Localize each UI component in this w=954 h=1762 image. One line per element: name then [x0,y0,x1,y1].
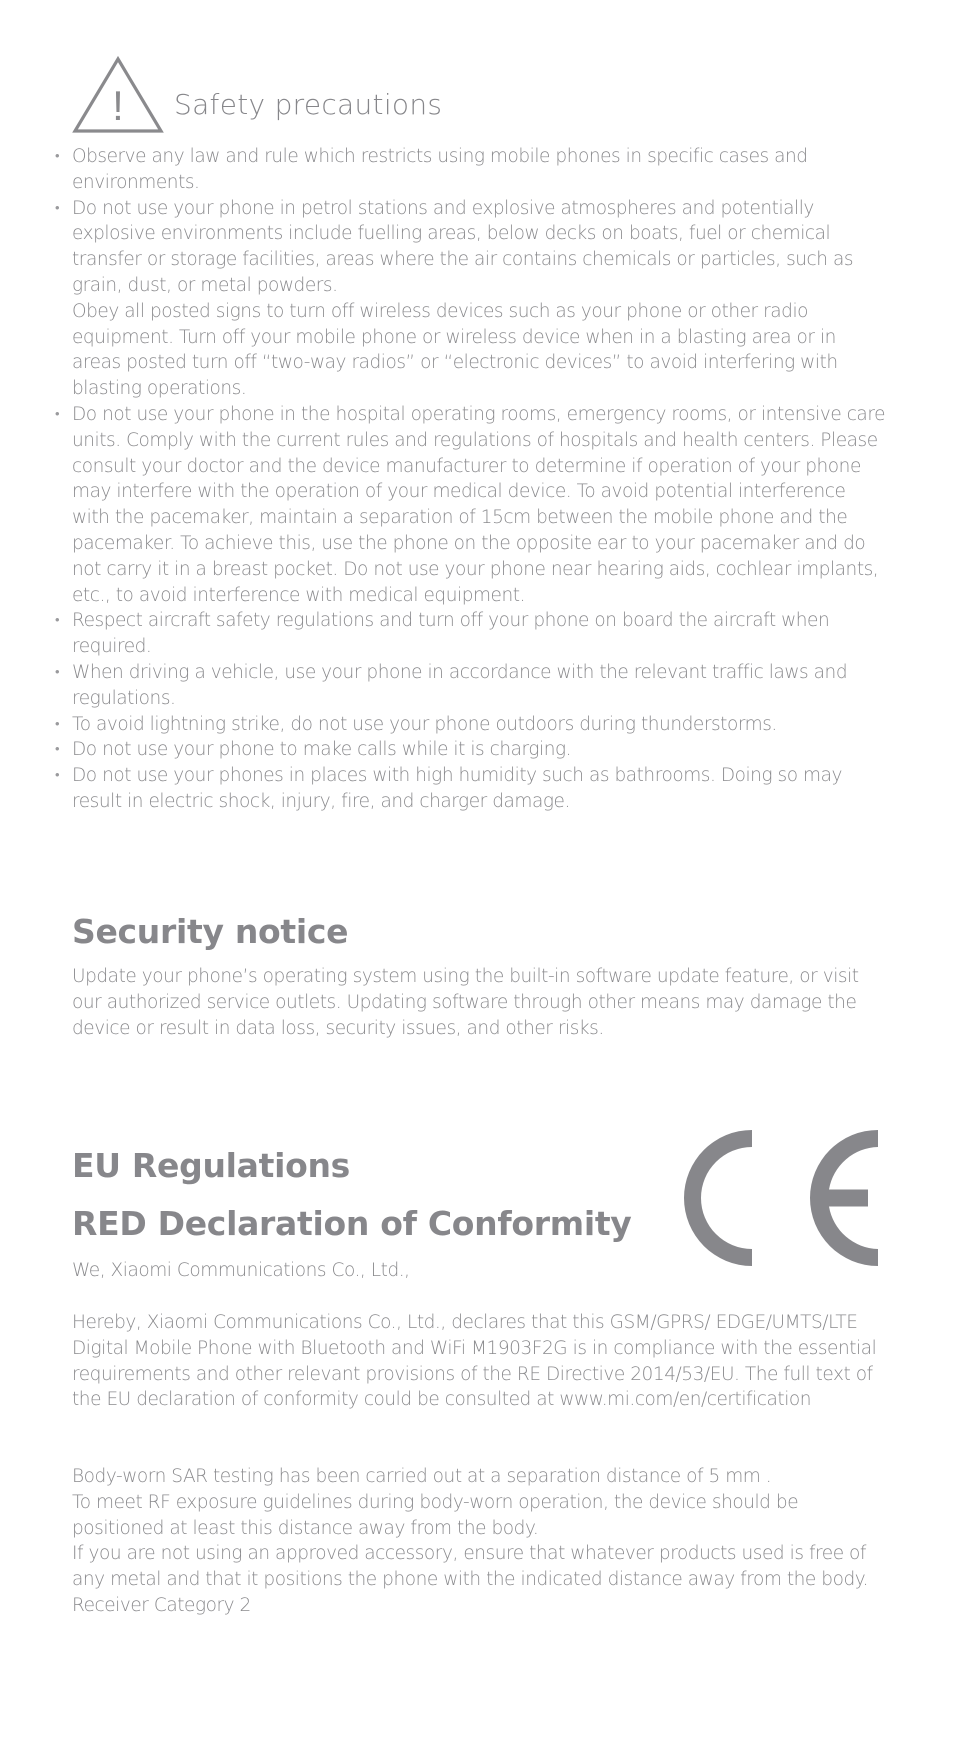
eu-title: EU Regulations [72,1146,351,1185]
list-item-continuation: Obey all posted signs to turn off wireless devices such as your phone or other radio equipment. Turn off your mobile phone or wireless device when in a blasting area or in areas posted turn off “two-way radios” or “electronic devices” to avoid interfering with blasting operations. [72,300,838,400]
bullet-icon: • [55,149,60,164]
receiver-category: Receiver Category 2 [72,1594,251,1616]
list-item: • Do not use your phones in places with high humidity such as bathrooms. Doing so may result in electric shock, injury, fire, and charger damage. [55,765,842,812]
list-item: • Do not use your phone in the hospital operating rooms, emergency rooms, or intensive care units. Comply with the current rules and regulations of hospitals and health centers. Please consult your doctor and the device manufacturer to determine if operation of your phone may interfere with the operation of your medical device. To avoid potential interference with the pacemaker, maintain a separation of 15cm between the mobile phone and the pacemaker. To achieve this, use the phone on the opposite ear to your pacemaker and do not carry it in a breast pocket. Do not use your phone near hearing aids, cochlear implants, etc., to avoid interference with medical equipment. [55,403,886,606]
bullet-icon: • [55,613,60,629]
svg-text:!: ! [112,82,124,129]
safety-title: Safety precautions [174,88,443,121]
list-item: • Respect aircraft safety regulations and turn off your phone on board the aircraft when required. [55,610,830,658]
list-item: • Do not use your phone in petrol stations and explosive atmospheres and potentially explosive environments include fuelling areas, below decks on boats, fuel or chemical transfer or storage facilities, areas where the air contains chemicals or particles, such as grain, dust, or metal powders. Obey all posted signs to turn off wireless devices such as your phone or other radio equipment. Turn off your mobile phone or wireless device when in a blasting area or in areas posted turn off “two-way radios” or “electronic devices” to avoid interfering with blasting operations. [72,196,888,402]
list-item: • To avoid lightning strike, do not use your phone outdoors during thunderstorms. [72,712,888,738]
security-title: Security notice [72,912,349,951]
bullet-icon: • [55,768,60,784]
bullet-icon: • [55,664,60,680]
warning-icon [72,56,164,134]
sar-line-3: If you are not using an approved accessory, ensure that whatever products used is free of any metal and that it positions the phone with the indicated distance away from the body. [72,1543,869,1591]
bullet-icon: • [55,742,60,758]
sar-line-1: Body-worn SAR testing has been carried out at a separation distance of 5 mm . [72,1466,772,1487]
bullet-icon: • [55,406,60,422]
we-line: We, Xiaomi Communications Co., Ltd., [72,1260,410,1281]
sar-line-2: To meet RF exposure guidelines during body-worn operation, the device should be positioned at least this distance away from the body. [72,1491,799,1539]
security-body: Update your phone’s operating system using the built-in software update feature, or visit our authorized service outlets. Updating software through other means may damage the device or result in data loss, security issues, and other risks. [72,966,859,1039]
bullet-icon: • [55,716,60,732]
safety-list [55,144,888,815]
sar-block [72,1464,892,1619]
list-item: • When driving a vehicle, use your phone in accordance with the relevant traffic laws and regulations. [55,661,848,709]
ce-mark-icon [672,1124,878,1272]
red-title: RED Declaration of Conformity [72,1204,632,1243]
bullet-icon: • [55,200,60,216]
list-item: • Do not use your phone to make calls while it is charging. [72,737,888,763]
declaration-text: Hereby, Xiaomi Communications Co., Ltd., declares that this GSM/GPRS/ EDGE/UMTS/LTE Digital Mobile Phone with Bluetooth and WiFi M1903F2G is in compliance with the essential requirements and other relevant provisions of the RE Directive 2014/53/EU. The full text of the EU declaration of conformity could be consulted at www.mi.com/en/certification [72,1312,877,1411]
list-item: • Observe any law and rule which restricts using mobile phones in specific cases and environments. [55,146,808,193]
